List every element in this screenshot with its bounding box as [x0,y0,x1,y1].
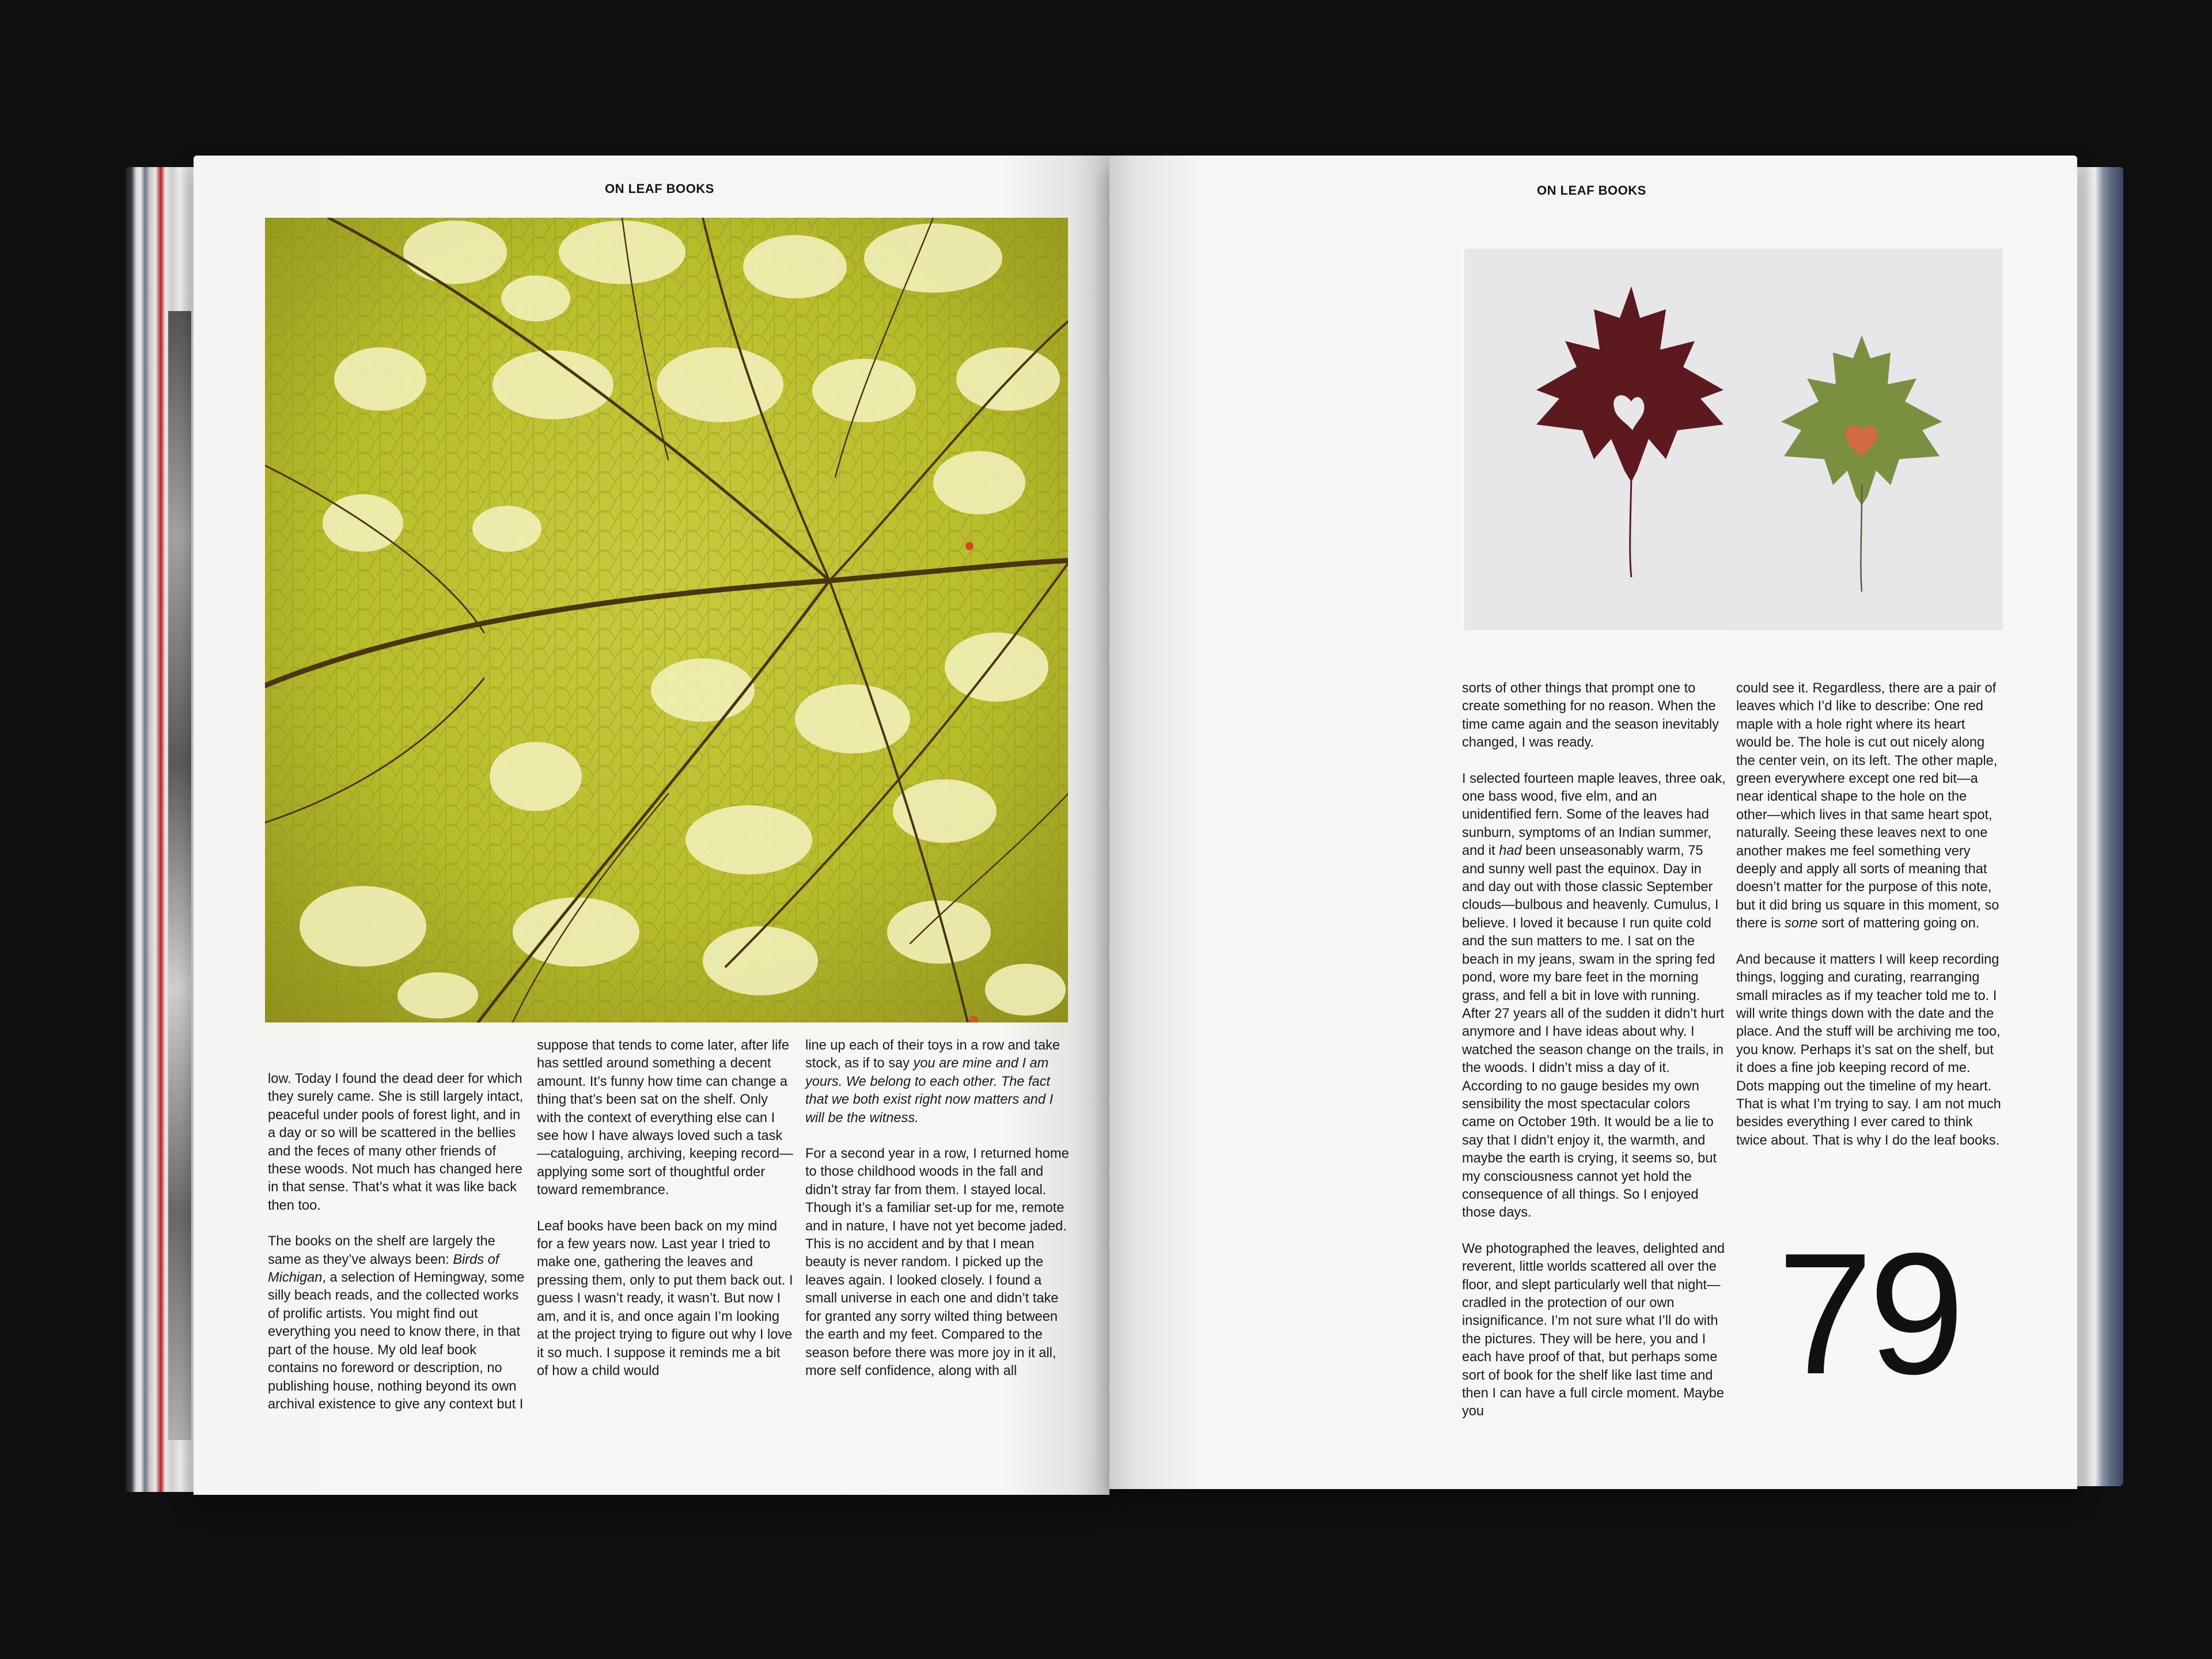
column-body [1736,680,2001,1150]
paragraph: suppose that tends to come later, after life has settled around something a decent amount. It’s funny how time can change a thing that’s been sat on the shelf. Only with the context of everything else can I see how I have always loved such a task—cataloguing, archiving, keeping record—applying some sort of thoughtful order toward remembrance. [537,1038,793,1198]
running-head-right: ON LEAF BOOKS [1537,183,1646,198]
column-body [805,1037,1069,1380]
left-page-edges-print [168,311,191,1440]
running-head-left: ON LEAF BOOKS [605,181,714,196]
paragraph: sorts of other things that prompt one to create something for no reason. When the time came again and the season inevitably changed, I was ready. [1462,681,1719,751]
paragraph: line up each of their toys in a row and take stock, as if to say you are mine and I am yours. We belong to each other. The fact that we both exist right now matters and I will be the witness. [805,1038,1060,1126]
text-column-left-2 [537,1037,794,1380]
paragraph: For a second year in a row, I returned home to those childhood woods in the fall and didn’t stray far from them. I stayed local. Though it’s a familiar set-up for me, remote and in nature, I have not yet become jaded. This is no accident and by that I mean beauty is never random. I picked up the leaves again. I looked closely. I found a small universe in each one and didn’t take for granted any sorry wilted thing between the earth and my feet. Compared to the season before there was more joy in it all, more self confidence, along with all [805,1146,1069,1378]
paragraph: Leaf books have been back on my mind for a few years now. Last year I tried to make one, gathering the leaves and pressing them, only to put them back out. I guess I wasn’t ready, it wasn’t. But now I am, and it is, and once again I’m looking at the project trying to figure out why I love it so much. I suppose it reminds me a bit of how a child would [537,1218,793,1378]
text-column-right-1 [1462,680,1727,1421]
page-number: 79 [1777,1217,1960,1410]
column-body [537,1037,794,1380]
paragraph: The books on the shelf are largely the same as they’ve always been: Birds of Michigan, a selection of Hemingway, some silly beach reads, and the collected works of prolific artists. You might find out everything you need to know there, in that part of the house. My old leaf book contains no foreword or description, no publishing house, nothing beyond its own archival existence to give any context but I [268,1234,525,1412]
paragraph: I selected fourteen maple leaves, three oak, one bass wood, five elm, and an unidentified fern. Some of the leaves had sunburn, symptoms of an Indian summer, and it had been unseasonably warm, 75 and sunny well past the equinox. Day in and day out with those classic September clouds—bulbous and heavenly. Cumulus, I believe. I loved it because I run quite cold and the sun matters to me. I sat on the beach in my jeans, swam in the spring fed pond, wore my bare feet in the morning grass, and fell a bit in love with running. After 27 years all of the sudden it didn’t hurt anymore and I have ideas about why. I watched the season change on the trails, in the woods. I didn’t miss a day of it. According to no gauge besides my own sensibility the most spectacular colors came on October 19th. It would be a lie to say that I didn’t enjoy it, the warmth, and maybe the earth is crying, it seems so, but my consciousness cannot yet hold the consequence of all things. So I enjoyed those days. [1462,771,1726,1221]
paragraph: low. Today I found the dead deer for which they surely came. She is still largely intact, peaceful under pools of forest light, and in a day or so will be scattered in the bellies and the feces of many other friends of these woods. Not much has changed here in that sense. That’s what it was like back then too. [268,1071,524,1213]
leaf-closeup-photo [265,218,1068,1022]
column-body [1462,680,1727,1421]
paragraph: We photographed the leaves, delighted and reverent, little worlds scattered all over the floor, and slept particularly well that night—cradled in the protection of our own insignificance. I’m not sure what I’ll do with the pictures. They will be here, you and I each have proof of that, but perhaps some sort of book for the shelf like last time and then I can have a full circle moment. Maybe you [1462,1241,1725,1419]
right-page-edges [2071,167,2123,1486]
text-column-left-3 [805,1037,1069,1380]
paragraph: And because it matters I will keep recording things, logging and curating, rearranging small miracles as if my teacher told me to. I will write things down with the date and the place. And the stuff will be archiving me too, you know. Perhaps it’s sat on the shelf, but it does a fine job keeping record of me. Dots mapping out the timeline of my heart. That is what I’m trying to say. I am not much besides everything I ever cared to think twice about. That is why I do the leaf books. [1736,952,2001,1148]
column-body [268,1070,527,1414]
text-column-left-1 [268,1070,527,1414]
text-column-right-2 [1736,680,2001,1150]
paragraph: could see it. Regardless, there are a pair of leaves which I’d like to describe: One red maple with a hole right where its heart would be. The hole is cut out nicely along the center vein, on its left. The other maple, green everywhere except one red bit—a near identical shape to the hole on the other—which lives in that same heart spot, naturally. Seeing these leaves next to one another makes me feel something very deeply and apply all sorts of meaning that doesn’t matter for the purpose of this note, but it did bring us square in this moment, so there is some sort of mattering going on. [1736,681,1999,931]
maple-leaves-photo [1464,249,2003,630]
